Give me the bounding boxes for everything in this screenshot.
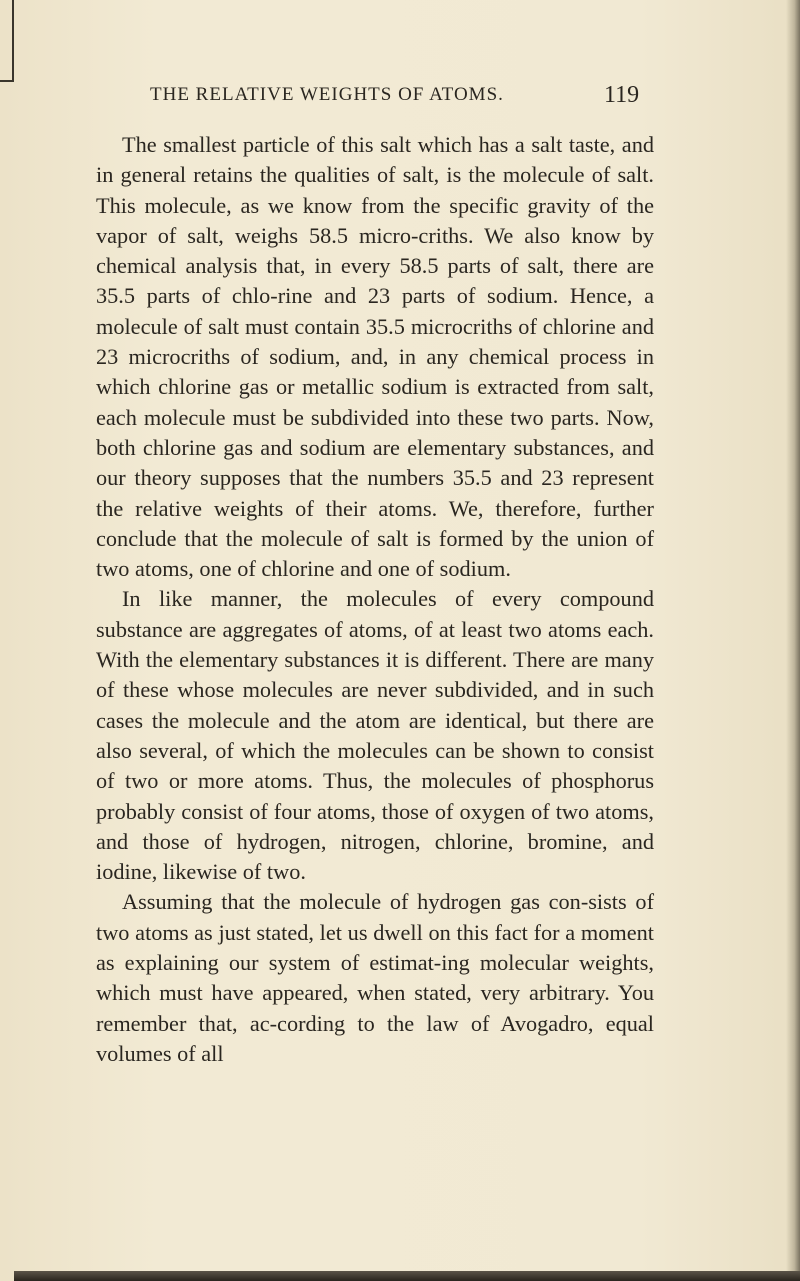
paragraph-3: Assuming that the molecule of hydrogen gas con-sists of two atoms as just stated, let us dwell on this fact for a moment as explaining our system of estimat-ing molecular weights, which must have appeared, when stated, very arbitrary. You remember that, ac-cording to the law of Avogadro, equal volumes of all xyxy=(96,889,654,1066)
page-header xyxy=(150,84,670,114)
body-text xyxy=(96,130,654,1069)
bottom-page-edge xyxy=(14,1271,800,1281)
page-number: 119 xyxy=(604,82,640,108)
page-corner-mark xyxy=(0,0,14,82)
page-edge-shadow xyxy=(786,0,800,1281)
running-title: THE RELATIVE WEIGHTS OF ATOMS. xyxy=(150,84,504,105)
paragraph-1: The smallest particle of this salt which has a salt taste, and in general retains the qualities of salt, is the molecule of salt. This molecule, as we know from the specific gravity of the vapor of salt, weighs 58.5 micro-criths. We also know by chemical analysis that, in every 58.5 parts of salt, there are 35.5 parts of chlo-rine and 23 parts of sodium. Hence, a molecule of salt must contain 35.5 microcriths of chlorine and 23 microcriths of sodium, and, in any chemical process in which chlorine gas or metallic sodium is extracted from salt, each molecule must be subdivided into these two parts. Now, both chlorine gas and sodium are elementary substances, and our theory supposes that the numbers 35.5 and 23 represent the relative weights of their atoms. We, therefore, further conclude that the molecule of salt is formed by the union of two atoms, one of chlorine and one of sodium. xyxy=(96,132,654,582)
paragraph-2: In like manner, the molecules of every compound substance are aggregates of atoms, of at least two atoms each. With the elementary substances it is different. There are many of these whose molecules are never subdivided, and in such cases the molecule and the atom are identical, but there are also several, of which the molecules can be shown to consist of two or more atoms. Thus, the molecules of phosphorus probably consist of four atoms, those of oxygen of two atoms, and those of hydrogen, nitrogen, chlorine, bromine, and iodine, likewise of two. xyxy=(96,586,654,885)
